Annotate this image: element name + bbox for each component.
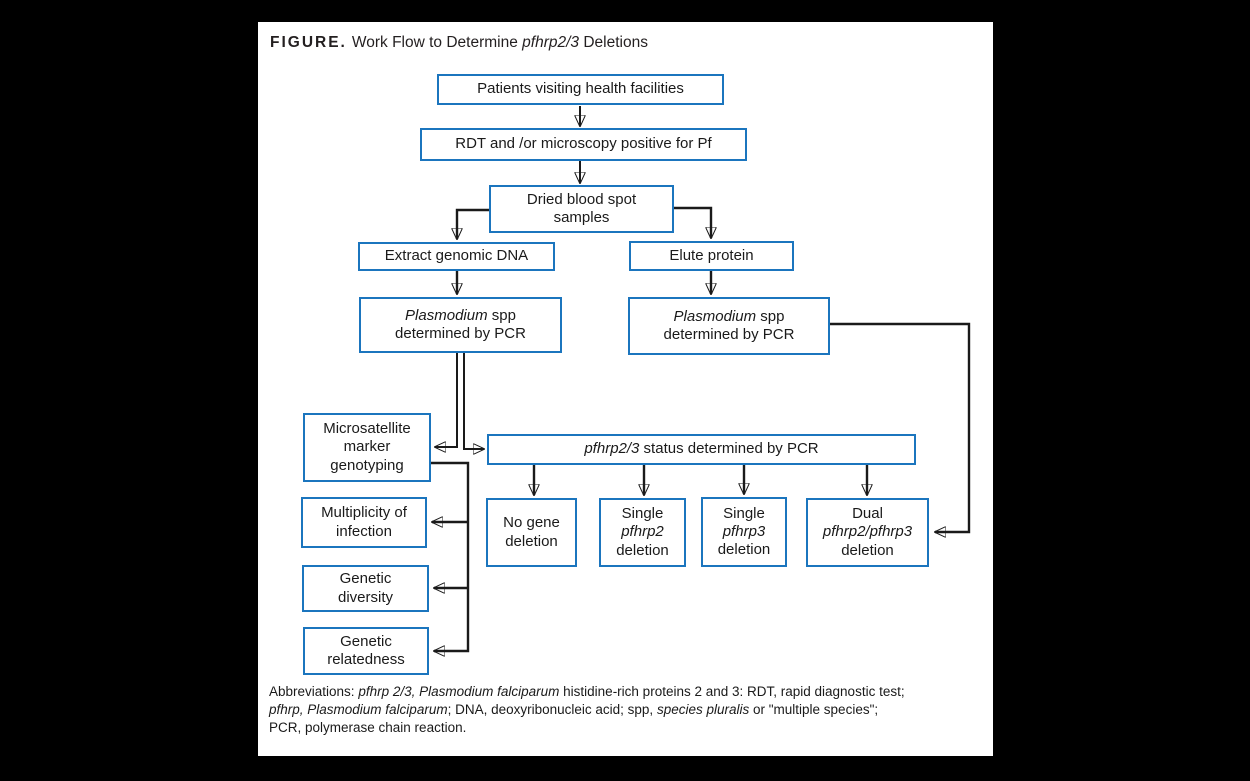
node-plasmodium-spp-right <box>628 297 830 355</box>
node-elute-protein-label: Elute protein <box>669 246 754 264</box>
node-no-gene-deletion-label: No gene deletion <box>503 514 560 550</box>
node-genetic-relatedness-label: Genetic relatedness <box>327 632 405 668</box>
node-microsatellite-genotyping <box>303 413 431 482</box>
node-elute-protein <box>629 241 794 271</box>
abbreviations-line-1: Abbreviations: pfhrp 2/3, Plasmodium falciparum histidine-rich proteins 2 and 3: RDT, rapid diagnostic test; <box>269 684 905 699</box>
node-single-pfhrp2-deletion <box>599 498 686 567</box>
node-genetic-diversity-label: Genetic diversity <box>337 570 393 606</box>
connector-plasmodiumleft-to-microsatellite <box>435 353 457 447</box>
node-extract-genomic-dna <box>358 242 555 271</box>
node-single-pfhrp3-deletion-label: Single pfhrp3 deletion <box>717 504 771 559</box>
figure-title <box>270 34 648 52</box>
connector-plasmodiumleft-to-status <box>464 353 484 449</box>
figure-panel <box>258 22 993 756</box>
node-no-gene-deletion <box>486 498 577 567</box>
connector-driedblood-to-elute <box>674 208 711 238</box>
node-pfhrp-status <box>487 434 916 465</box>
figure-title-text: Work Flow to Determine pfhrp2/3 Deletions <box>351 34 648 51</box>
node-dried-blood-spot <box>489 185 674 233</box>
abbreviations-line-2: pfhrp, Plasmodium falciparum; DNA, deoxyribonucleic acid; spp, species pluralis or "multiple species"; <box>269 702 879 717</box>
node-plasmodium-spp-right-label: Plasmodium spp determined by PCR <box>663 307 795 343</box>
node-single-pfhrp2-deletion-label: Single pfhrp2 deletion <box>616 505 669 559</box>
node-genetic-relatedness <box>303 627 429 675</box>
node-dual-deletion-label: Dual pfhrp2/pfhrp3 deletion <box>822 505 913 559</box>
node-multiplicity-infection <box>301 497 427 548</box>
node-patients-visiting <box>437 74 724 105</box>
abbreviations-line-3: PCR, polymerase chain reaction. <box>269 720 467 735</box>
node-rdt-microscopy <box>420 128 747 161</box>
connector-microsatellite-to-relatedness <box>431 463 468 651</box>
node-dried-blood-spot-label: Dried blood spot samples <box>526 190 637 226</box>
figure-title-label: FIGURE. <box>270 34 347 51</box>
abbreviations-footnote <box>269 683 985 737</box>
node-multiplicity-infection-label: Multiplicity of infection <box>321 504 407 540</box>
node-pfhrp-status-label: pfhrp2/3 status determined by PCR <box>584 440 819 458</box>
node-single-pfhrp3-deletion <box>701 497 787 567</box>
node-microsatellite-genotyping-label: Microsatellite marker genotyping <box>323 420 411 474</box>
node-patients-visiting-label: Patients visiting health facilities <box>477 80 684 98</box>
node-rdt-microscopy-label: RDT and /or microscopy positive for Pf <box>455 135 712 153</box>
node-extract-genomic-dna-label: Extract genomic DNA <box>384 247 529 265</box>
connector-driedblood-to-extract <box>457 210 489 239</box>
node-plasmodium-spp-left <box>359 297 562 353</box>
node-plasmodium-spp-left-label: Plasmodium spp determined by PCR <box>395 306 526 342</box>
node-genetic-diversity <box>302 565 429 612</box>
node-dual-deletion <box>806 498 929 567</box>
